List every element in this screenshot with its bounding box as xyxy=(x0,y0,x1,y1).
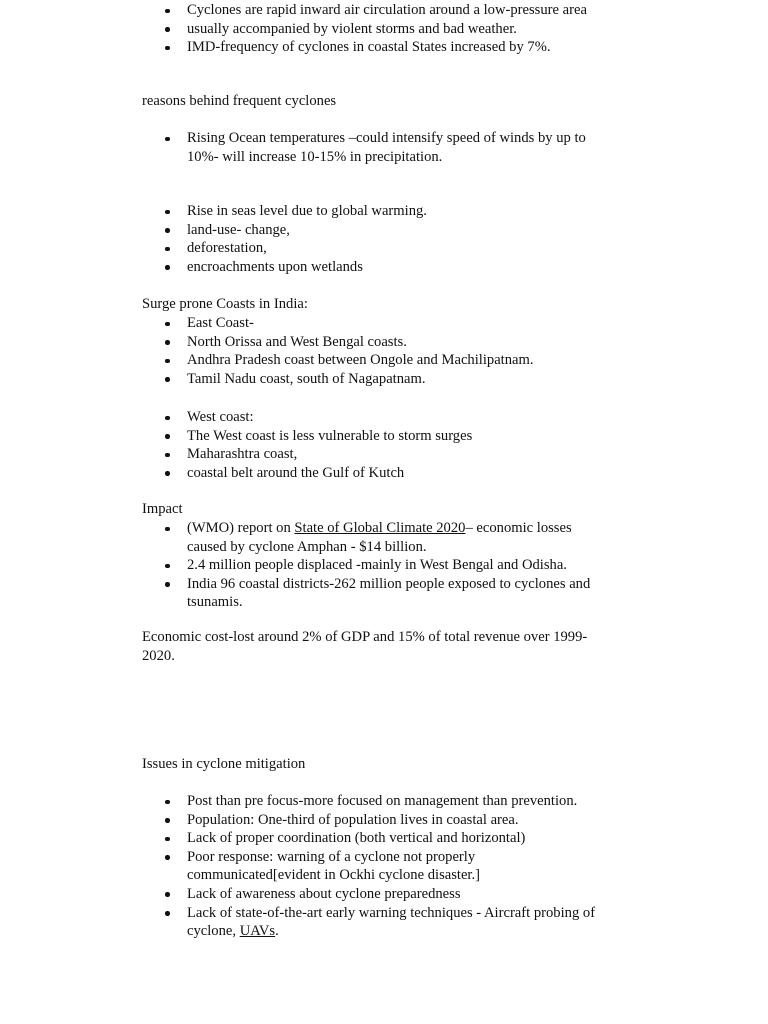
list-item: East Coast- xyxy=(142,314,612,333)
list-item: North Orissa and West Bengal coasts. xyxy=(142,333,612,352)
list-item: IMD-frequency of cyclones in coastal States increased by 7%. xyxy=(142,38,612,57)
economic-paragraph: Economic cost-lost around 2% of GDP and 15% of total revenue over 1999-2020. xyxy=(142,629,588,664)
issues-heading: Issues in cyclone mitigation xyxy=(142,756,306,772)
list-item: Poor response: warning of a cyclone not properly communicated[evident in Ockhi cyclone disaster.] xyxy=(142,848,612,885)
list-item: Tamil Nadu coast, south of Nagapatnam. xyxy=(142,370,612,389)
list-item: encroachments upon wetlands xyxy=(142,258,612,277)
uavs-link[interactable]: UAVs xyxy=(239,923,276,940)
reasons-list xyxy=(142,202,612,276)
list-item: Post than pre focus-more focused on management than prevention. xyxy=(142,792,612,811)
list-item: The West coast is less vulnerable to storm surges xyxy=(142,427,612,446)
list-item: land-use- change, xyxy=(142,221,612,240)
list-item: Lack of proper coordination (both vertical and horizontal) xyxy=(142,829,612,848)
warning-tech-suffix: . xyxy=(275,923,279,940)
surge-heading: Surge prone Coasts in India: xyxy=(142,296,308,312)
list-item: usually accompanied by violent storms and bad weather. xyxy=(142,20,612,39)
list-item: India 96 coastal districts-262 million people exposed to cyclones and tsunamis. xyxy=(142,575,612,612)
reasons-heading: reasons behind frequent cyclones xyxy=(142,93,337,109)
list-item: Andhra Pradesh coast between Ongole and Machilipatnam. xyxy=(142,351,612,370)
intro-list xyxy=(142,1,612,57)
reasons-list-ocean xyxy=(142,129,612,166)
list-item: Lack of awareness about cyclone preparedness xyxy=(142,885,612,904)
wmo-report-link[interactable]: State of Global Climate 2020 xyxy=(294,520,466,536)
list-item: Rise in seas level due to global warming. xyxy=(142,202,612,221)
list-item: coastal belt around the Gulf of Kutch xyxy=(142,464,612,483)
list-item: West coast: xyxy=(142,408,612,427)
list-item xyxy=(142,904,612,941)
wmo-suffix: – economic losses caused by cyclone Amphan - $14 billion. xyxy=(187,520,572,555)
west-coast-list xyxy=(142,408,612,482)
list-item: Population: One-third of population lives in coastal area. xyxy=(142,811,612,830)
list-item: Maharashtra coast, xyxy=(142,445,612,464)
east-coast-list xyxy=(142,314,612,388)
list-item: Cyclones are rapid inward air circulation around a low-pressure area xyxy=(142,1,612,20)
list-item xyxy=(142,519,612,556)
impact-list xyxy=(142,519,612,612)
wmo-prefix: (WMO) report on xyxy=(187,520,295,536)
impact-heading: Impact xyxy=(142,501,183,517)
issues-list xyxy=(142,792,612,941)
list-item: 2.4 million people displaced -mainly in West Bengal and Odisha. xyxy=(142,556,612,575)
warning-tech-prefix: Lack of state-of-the-art early warning techniques - Aircraft probing of cyclone, xyxy=(187,904,596,940)
list-item: deforestation, xyxy=(142,239,612,258)
list-item: Rising Ocean temperatures –could intensify speed of winds by up to 10%- will increase 10-15% in precipitation. xyxy=(142,129,612,166)
